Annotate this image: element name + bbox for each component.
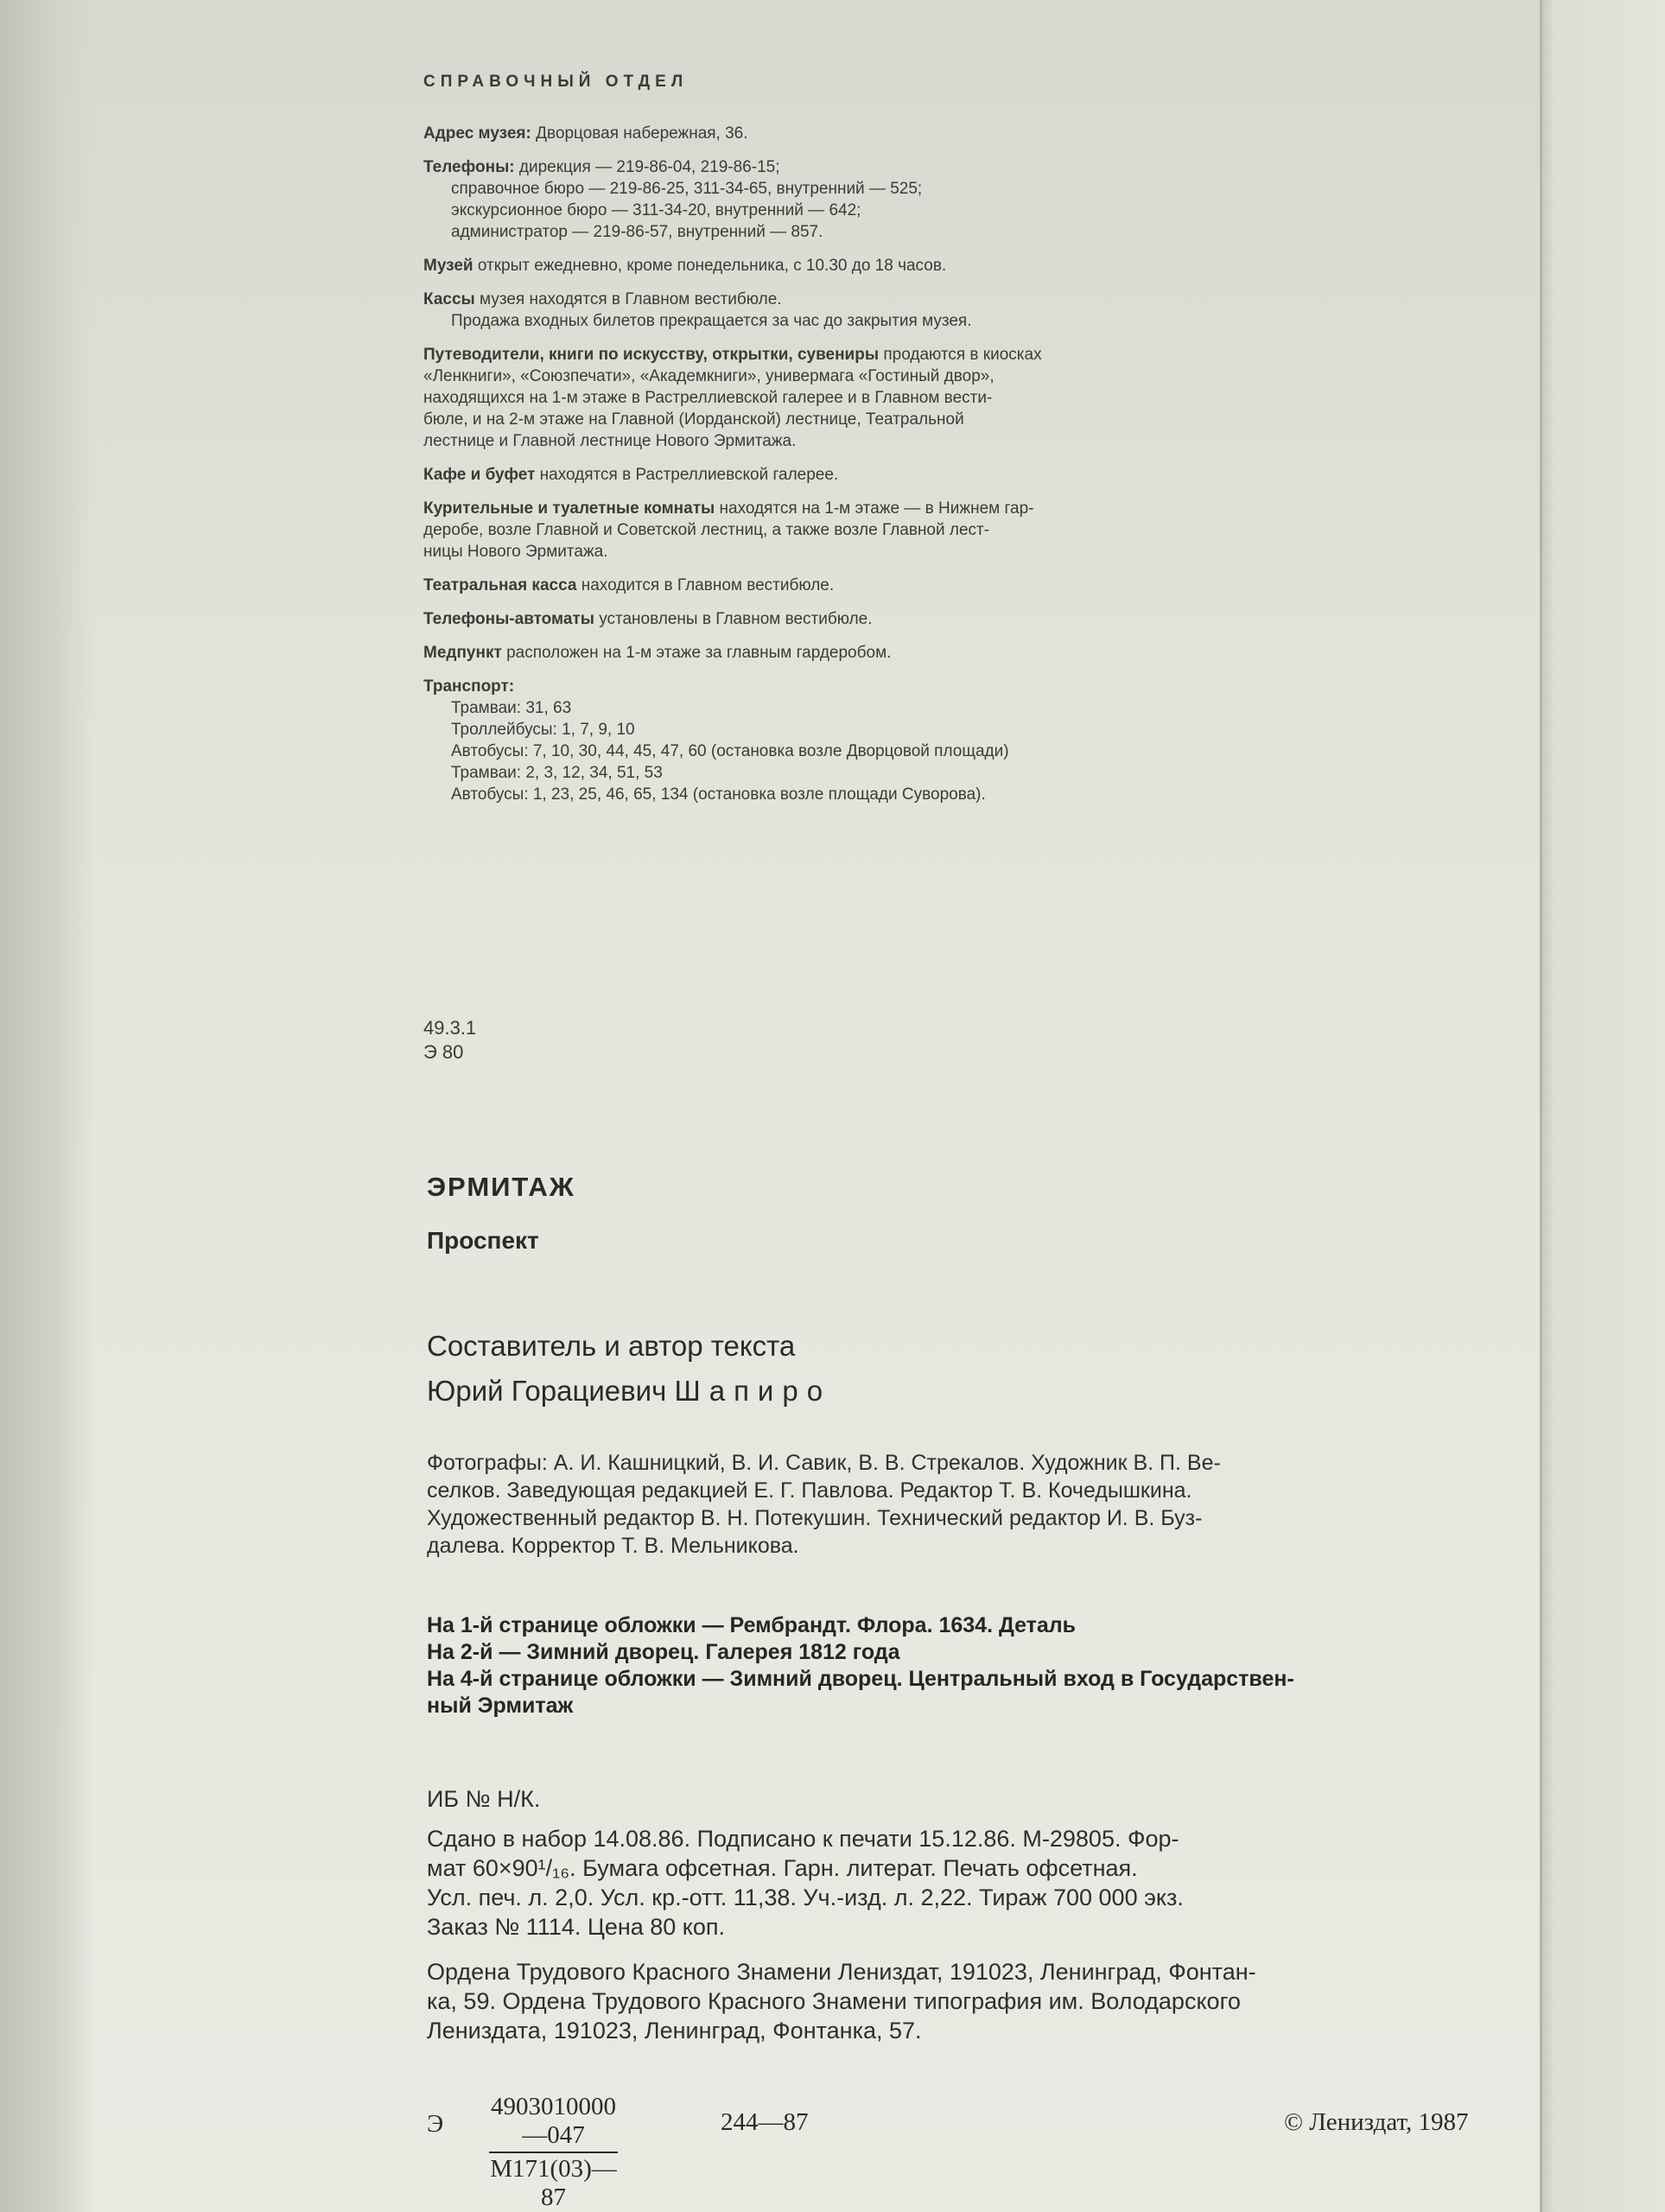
imprint-detail: Усл. печ. л. 2,0. Усл. кр.-отт. 11,38. Уч.-изд. л. 2,22. Тираж 700 000 экз.: [427, 1885, 1184, 1910]
address-lead: Адрес музея:: [423, 124, 531, 143]
book-title: ЭРМИТАЖ: [427, 1172, 575, 1202]
reference-heading: СПРАВОЧНЫЙ ОТДЕЛ: [423, 73, 689, 91]
transport-line: Троллейбусы: 1, 7, 9, 10: [451, 721, 635, 739]
bbk-code: Э 80: [423, 1041, 464, 1063]
guides-line: лестнице и Главной лестнице Нового Эрмитажа.: [423, 432, 797, 450]
guides-block: [423, 344, 1417, 452]
theatre-lead: Театральная касса: [423, 576, 577, 594]
phones-line: администратор — 219-86-57, внутренний — 857.: [451, 223, 823, 241]
transport-line: Трамваи: 2, 3, 12, 34, 51, 53: [451, 764, 663, 782]
udc-code: 49.3.1: [423, 1017, 477, 1039]
tickets-line: Продажа входных билетов прекращается за час до закрытия музея.: [451, 312, 972, 330]
phones-first: дирекция — 219-86-04, 219-86-15;: [518, 158, 780, 176]
restrooms-lead: Курительные и туалетные комнаты: [423, 499, 715, 518]
imprint-detail: мат 60×90¹/₁₆. Бумага офсетная. Гарн. литерат. Печать офсетная.: [427, 1855, 1138, 1881]
index-fraction: [489, 2093, 618, 2212]
index-numerator: 4903010000—047: [489, 2093, 618, 2153]
medical-block: [423, 642, 1417, 664]
publisher-line: Ордена Трудового Красного Знамени Лениздат, 191023, Ленинград, Фонтан-: [427, 1959, 1256, 1985]
imprint-detail: Сдано в набор 14.08.86. Подписано к печати 15.12.86. М-29805. Фор-: [427, 1826, 1179, 1852]
imprint-block: [427, 1784, 1516, 2045]
credits-line: селков. Заведующая редакцией Е. Г. Павлова. Редактор Т. В. Кочедышкина.: [427, 1478, 1192, 1503]
transport-line: Автобусы: 1, 23, 25, 46, 65, 134 (остановка возле площади Суворова).: [451, 785, 986, 804]
address-text: Дворцовая набережная, 36.: [536, 124, 748, 143]
guides-line: находящихся на 1-м этаже в Растреллиевской галерее и в Главном вести-: [423, 389, 993, 407]
address-block: [423, 123, 1417, 144]
theatre-text: находится в Главном вестибюле.: [581, 576, 835, 594]
payphones-text: установлены в Главном вестибюле.: [599, 610, 873, 628]
transport-block: [423, 676, 1417, 805]
cover-notes: [427, 1612, 1507, 1719]
left-shadow: [0, 0, 95, 2212]
spacer: [427, 1942, 1516, 1957]
transport-lead: Транспорт:: [423, 677, 515, 696]
guides-line: бюле, и на 2-м этаже на Главной (Иорданской) лестнице, Театральной: [423, 410, 964, 429]
payphones-block: [423, 608, 1417, 630]
restrooms-block: [423, 498, 1417, 563]
cover-note: ный Эрмитаж: [427, 1694, 574, 1718]
tickets-text: музея находятся в Главном вестибюле.: [480, 290, 782, 308]
reference-section: [423, 73, 1417, 817]
tickets-lead: Кассы: [423, 290, 475, 308]
payphones-lead: Телефоны-автоматы: [423, 610, 594, 628]
transport-line: Трамваи: 31, 63: [451, 699, 572, 717]
phones-line: экскурсионное бюро — 311-34-20, внутренний — 642;: [451, 201, 861, 219]
credits-line: Художественный редактор В. Н. Потекушин. Технический редактор И. В. Буз-: [427, 1506, 1203, 1530]
classification-codes: [423, 1016, 476, 1065]
transport-line: Автобусы: 7, 10, 30, 44, 45, 47, 60 (остановка возле Дворцовой площади): [451, 742, 1009, 760]
restrooms-text: находятся на 1-м этаже — в Нижнем гар-: [719, 499, 1034, 518]
guides-line: «Ленкниги», «Союзпечати», «Академкниги», универмага «Гостиный двор»,: [423, 367, 995, 385]
author-given-name: Юрий Горациевич: [427, 1375, 667, 1407]
restrooms-line: деробе, возле Главной и Советской лестниц, а также возле Главной лест-: [423, 521, 990, 539]
cafe-text: находятся в Растреллиевской галерее.: [539, 466, 839, 484]
author-name: [427, 1369, 831, 1414]
hours-text: открыт ежедневно, кроме понедельника, с 10.30 до 18 часов.: [477, 257, 947, 275]
author-role: Составитель и автор текста: [427, 1330, 796, 1362]
imprint-ib: ИБ № Н/К.: [427, 1786, 541, 1812]
publisher-line: Лениздата, 191023, Ленинград, Фонтанка, 57.: [427, 2018, 922, 2044]
book-subtitle: Проспект: [427, 1227, 539, 1254]
tickets-block: [423, 289, 1417, 332]
phones-block: [423, 156, 1417, 243]
credits-block: [427, 1449, 1490, 1560]
cafe-block: [423, 464, 1417, 486]
index-denominator: М171(03)—87: [490, 2155, 617, 2211]
author-surname: Шапиро: [674, 1375, 832, 1407]
author-block: [427, 1324, 831, 1414]
credits-line: далева. Корректор Т. В. Мельникова.: [427, 1534, 799, 1558]
guides-text: продаются в киосках: [883, 346, 1042, 364]
medical-text: расположен на 1-м этаже за главным гардеробом.: [506, 644, 892, 662]
publisher-line: ка, 59. Ордена Трудового Красного Знамени типография им. Володарского: [427, 1988, 1241, 2014]
credits-line: Фотографы: А. И. Кашницкий, В. И. Савик, В. В. Стрекалов. Художник В. П. Ве-: [427, 1451, 1221, 1475]
index-tail: 244—87: [721, 2108, 809, 2136]
page-edge-shadow: [1542, 0, 1554, 2212]
next-page-strip: [1544, 0, 1665, 2212]
phones-lead: Телефоны:: [423, 158, 515, 176]
index-letter: Э: [427, 2110, 444, 2138]
cafe-lead: Кафе и буфет: [423, 466, 536, 484]
cover-note: На 4-й странице обложки — Зимний дворец. Центральный вход в Государствен-: [427, 1667, 1294, 1691]
hours-lead: Музей: [423, 257, 473, 275]
cover-note: На 1-й странице обложки — Рембрандт. Флора. 1634. Деталь: [427, 1613, 1077, 1637]
cover-note: На 2-й — Зимний дворец. Галерея 1812 года: [427, 1640, 900, 1664]
phones-line: справочное бюро — 219-86-25, 311-34-65, внутренний — 525;: [451, 180, 923, 198]
guides-lead: Путеводители, книги по искусству, открытки, сувениры: [423, 346, 880, 364]
restrooms-line: ницы Нового Эрмитажа.: [423, 543, 608, 561]
hours-block: [423, 255, 1417, 276]
imprint-detail: Заказ № 1114. Цена 80 коп.: [427, 1914, 726, 1940]
copyright-notice: © Лениздат, 1987: [1284, 2108, 1469, 2136]
theatre-block: [423, 575, 1417, 596]
medical-lead: Медпункт: [423, 644, 502, 662]
